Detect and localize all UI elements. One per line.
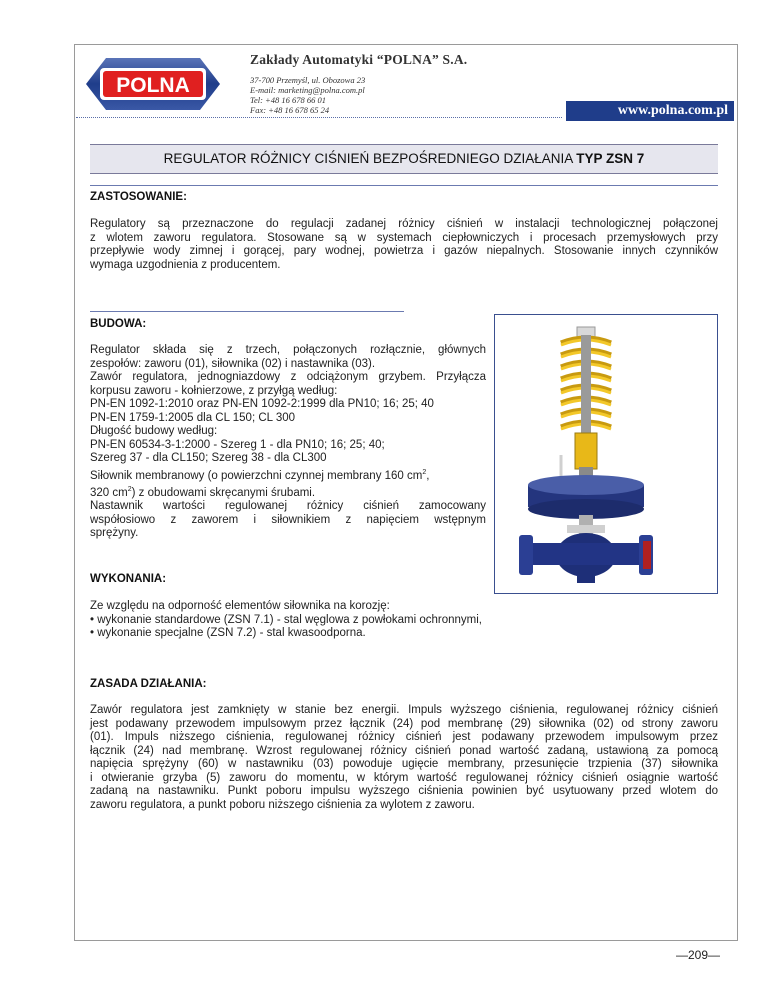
budowa-text: Regulator składa się z trzech, połączonych rozłącznie, głównych zespołów: zaworu (01), siłownika (02) i nastawnika (03). Zawór regulatora, jednogniazdowy z odciążonym grzybem. Przyłącza korpusu zaworu - kołnierzowe, z przyłgą według: PN-EN 1092-1:2010 oraz PN-EN 1092-2:1999 dla PN10; 16; 25; 40 PN-EN 1759-1:2005 dla CL 150; CL 300 Długość budowy według: PN-EN 60534-3-1:2000 - Szereg 1 - dla PN10; 16; 25; 40; Szereg 37 - dla CL150; Szereg 38 - dla CL300 Siłownik membranowy (o powierzchni czynnej membrany 160 $cm^2$, 320 $cm^2$) z obudowami skręcanymi śrubami. Nastawnik wartości regulowanej różnicy ciśnień zamocowany współosiowo z zaworem i siłownikiem z napięciem wstępnym sprężyny. <box>90 344 486 540</box>
company-address: 37-700 Przemyśl, ul. Obozowa 23 <box>250 75 366 85</box>
product-photo-frame <box>494 314 718 594</box>
company-fax: Fax: +48 16 678 65 24 <box>250 105 330 115</box>
zastosowanie-heading: ZASTOSOWANIE: <box>90 191 187 203</box>
section-rule <box>90 311 404 312</box>
company-block <box>250 52 467 115</box>
polna-logo <box>86 56 220 112</box>
company-tel: Tel: +48 16 678 66 01 <box>250 95 327 105</box>
website-link[interactable]: www.polna.com.pl <box>566 101 734 121</box>
section-rule <box>90 185 718 186</box>
title-type: TYP ZSN 7 <box>576 151 645 166</box>
title-main: REGULATOR RÓŻNICY CIŚNIEŃ BEZPOŚREDNIEGO DZIAŁANIA <box>163 151 573 166</box>
zasada-heading: ZASADA DZIAŁANIA: <box>90 678 207 690</box>
page-title <box>90 144 718 174</box>
header-dotted-line <box>76 117 562 118</box>
company-email: E-mail: marketing@polna.com.pl <box>250 85 365 95</box>
wykonania-heading: WYKONANIA: <box>90 573 167 585</box>
zastosowanie-text: Regulatory są przeznaczone do regulacji zadanej różnicy ciśnień w instalacji technologicznej połączonej z wlotem zaworu regulatora. Stosowane są w systemach ciepłowniczych i procesach przemysłowych przy przepływie wody zimnej i gorącej, pary wodnej, powietrza i gazów niepalnych. Stosowanie innych czynników wymaga uzgodnienia z producentem. <box>90 218 718 271</box>
logo-text: POLNA <box>116 74 190 97</box>
zasada-text: Zawór regulatora jest zamknięty w stanie bez energii. Impuls wyższego ciśnienia, regulowanej różnicy ciśnień jest podawany przewodem impulsowym przez łącznik (24) pod membranę (29) siłownika (02) od strony zaworu (01). Impuls niższego ciśnienia, regulowanej różnicy ciśnień jest podawany przewodem impulsowym przez łącznik (24) nad membranę. Wzrost regulowanej różnicy ciśnień ponad wartość zadaną, ustawioną za pomocą napięcia sprężyny (60) w nastawniku (03) powoduje ugięcie membrany, przesunięcie trzpienia (37) siłownika i otwieranie grzyba (5) zaworu do momentu, w którym wartość regulowanej różnicy ciśnień osiągnie wartość zadaną na nastawniku. Punkt poboru impulsu wyższego ciśnienia powinien być usytuowany przed wlotem do zaworu regulatora, a punkt poboru niższego ciśnienia za wylotem z zaworu. <box>90 704 718 811</box>
wykonania-text: Ze względu na odporność elementów siłownika na korozję: • wykonanie standardowe (ZSN 7.1) - stal węglowa z powłokami ochronnymi, • wykonanie specjalne (ZSN 7.2) - stal kwasoodporna. <box>90 600 718 641</box>
list-item: • wykonanie standardowe (ZSN 7.1) - stal węglowa z powłokami ochronnymi, <box>90 613 482 626</box>
company-name: Zakłady Automatyki “POLNA” S.A. <box>250 52 468 67</box>
page-number: —209— <box>676 948 721 962</box>
list-item: • wykonanie specjalne (ZSN 7.2) - stal kwasoodporna. <box>90 627 366 639</box>
regulator-image <box>495 315 717 593</box>
budowa-heading: BUDOWA: <box>90 318 147 330</box>
